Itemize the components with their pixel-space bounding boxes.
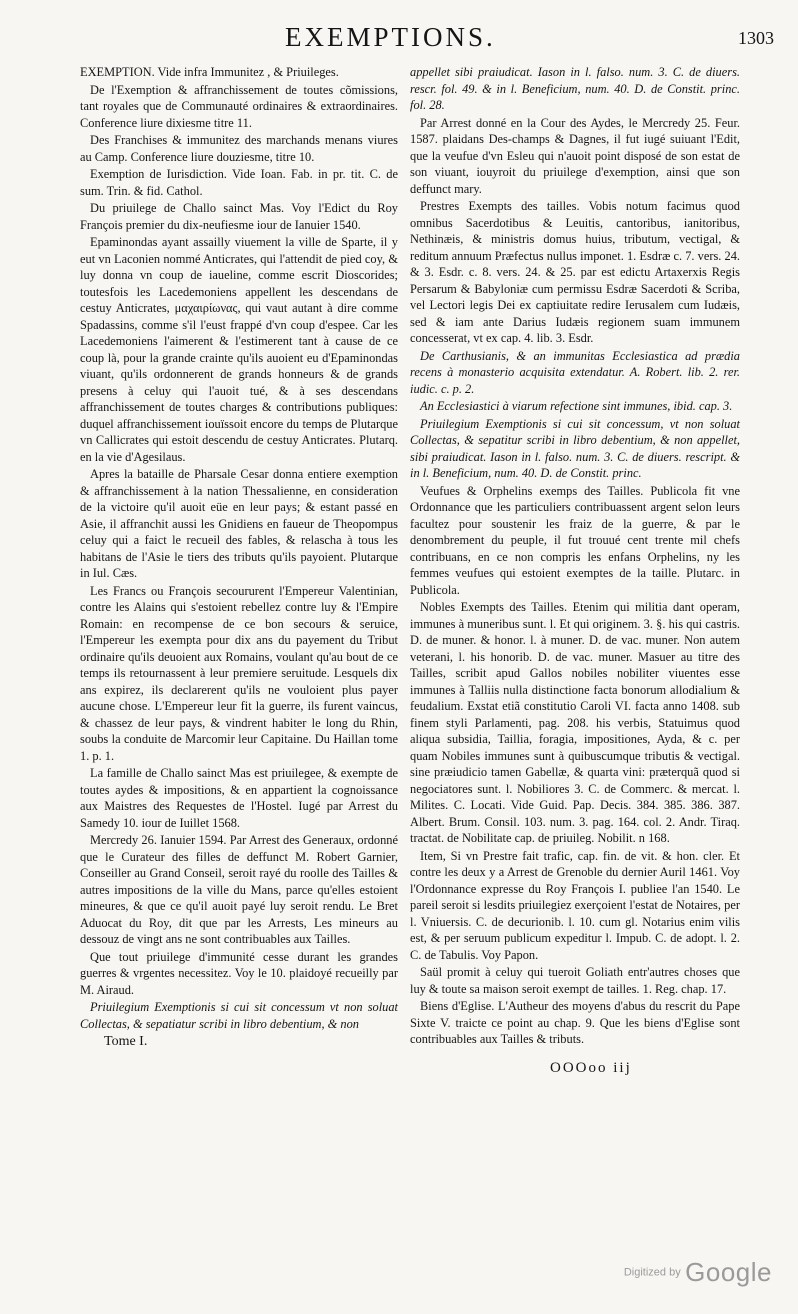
left-column — [80, 64, 398, 1051]
paragraph: De l'Exemption & affranchissement de toutes cõmissions, tant royales que de Communauté ordinaires & extraordinaires. Conference liure dixiesme titre 11. — [80, 82, 398, 130]
running-title: EXEMPTIONS. — [285, 22, 496, 52]
paragraph: Epaminondas ayant assailly viuement la ville de Sparte, il y eut vn Laconien nommé Anticrates, qui l'attendit de pied coy, & luy donna vn coup de iaueline, comme escrit Dioscorides; toutesfois les Lacedemoniens appellent les descendans de cestuy Anticrates, μαχαιρίωνας, qui vaut autant à dire comme Spadassins, comme s'il l'eust frappé d'vn coup d'espee. Car les Lacedemoniens l'aimerent & l'estimerent tant à cause de ce coup là, pour la grande crainte qu'ils auoient eu d'Epaminondas viuant, qu'ils ordonnerent de grands honneurs & de grands presens à celuy qui l'auoit tué, & à ses descendans affranchissement de toutes charges & contributions publiques: duquel affranchissement iouïssoit encore du temps de Plutarque vn Callicrates qui estoit descendu de cestuy Anticrates. Plutarq. en la vie d'Agesilaus. — [80, 235, 398, 464]
page-header — [80, 20, 778, 60]
paragraph: EXEMPTION. Vide infra Immunitez , & Priuileges. — [80, 65, 339, 79]
volume-marker: Tome I. — [104, 1034, 148, 1049]
paragraph: appellet sibi praiudicat. Iason in l. falso. num. 3. C. de diuers. rescr. fol. 49. & in l. Beneficium, num. 40. D. de Constit. princ. fol. 28. — [410, 65, 740, 112]
paragraph: De Carthusianis, & an immunitas Ecclesiastica ad prædia recens à monasterio acquisita extendatur. A. Robert. lib. 2. rer. iudic. c. p. 2. — [410, 348, 740, 396]
paragraph: Apres la bataille de Pharsale Cesar donna entiere exemption & affranchissement à la nation Thessalienne, en consideration de la victoire qu'il auoit eüe en leur pays; & estant passé en Asie, il affranchit aussi les Gnidiens en faueur de Theopompus celuy qui a faict le recueil des fables, & relascha à tous les habitans de l'Asie le tiers des tributs qu'ils payoient. Plutarque in Iul. Cæs. — [80, 467, 398, 580]
paragraph: Prestres Exempts des tailles. Vobis notum facimus quod omnibus Sacerdotibus & Leuitis, cantoribus, ianitoribus, Nethinæis, & ministris domus huius, tributum, vectigal, & reditum annuum Præfectus nullus imponet. 1. Esdræ c. 7. vers. 24. & 3. Esdr. c. 8. vers. 24. & 25. par est edictu Artaxerxis Regis Persarum & Babyloniæ cum permissu Esdræ Sacerdoti & Scriba, vel Lectori legis Dei ex captiuitate redire Ierusalem cum Iudæis, sed & iam ante Darius Iudæis regionem suam immunem concesserat, vt ex cap. 4. lib. 3. Esdr. — [410, 199, 740, 345]
paragraph: Mercredy 26. Ianuier 1594. Par Arrest des Generaux, ordonné que le Curateur des filles de deffunct M. Robert Garnier, Conseiller au Grand Conseil, seroit rayé du roolle des Tailles & autres impositions de la ville du Mans, parce qu'elles estoient mineures, & que ce qu'il auoit payé luy seroit rendu. Le Bret Aduocat du Roy, dit que par les Arrests, Les mineurs au dessouz de vingt ans ne sont contribuables aux Tailles. — [80, 833, 398, 946]
paragraph: Du priuilege de Challo sainct Mas. Voy l'Edict du Roy François premier du dix-neufiesme iour de Ianuier 1540. — [80, 201, 398, 232]
right-column — [410, 64, 740, 1076]
paragraph: Biens d'Eglise. L'Autheur des moyens d'abus du rescrit du Pape Sixte V. traicte ce point au chap. 9. Que les biens d'Eglise sont contribuables aux Tailles & tributs. — [410, 999, 740, 1046]
paragraph: La famille de Challo sainct Mas est priuilegee, & exempte de toutes aydes & impositions, & en appartient la cognoissance aux Maistres des Requestes de l'Hostel. Iugé par Arrest du Samedy 10. iour de Iuillet 1568. — [80, 766, 398, 830]
page-number: 1303 — [738, 28, 774, 48]
paragraph: Saül promit à celuy qui tueroit Goliath entr'autres choses que luy & toute sa maison seroit exempt de tailles. 1. Reg. chap. 17. — [410, 965, 740, 996]
paragraph: Priuilegium Exemptionis si cui sit concessum vt non soluat Collectas, & sepatiatur scribi in libro debentium, & non — [80, 1000, 398, 1031]
paragraph: Des Franchises & immunitez des marchands menans viures au Camp. Conference liure douziesme, titre 10. — [80, 133, 398, 164]
paragraph: Veufues & Orphelins exemps des Tailles. Publicola fit vne Ordonnance que les particuliers contribuassent argent selon leurs facultez pour soustenir les fraiz de la guerre, & par le denombrement du peuple, il fut trouué cent trente mil chefs contribuans, en ce non compris les enfans Orphelins, ny les femmes veufues qui estoient exemptes de la taille. Plutarc. in Publicola. — [410, 483, 740, 597]
signature-mark: OOOoo iij — [550, 1059, 632, 1076]
paragraph: Que tout priuilege d'immunité cesse durant les grandes guerres & vrgentes necessitez. Voy le 10. plaidoyé recueilly par M. Airaud. — [80, 949, 398, 997]
paragraph: Item, Si vn Prestre fait trafic, cap. fin. de vit. & hon. cler. Et contre les deux y a Arrest de Grenoble du dernier Auril 1461. Voy l'Ordonnance expresse du Roy François I. publiee l'an 1540. Le pareil seroit si lesdits priuilegiez exerçoient l'estat de Notaires, per l. Vniuersis. C. de decurionib. l. 10. cum gl. Notarius enim vilis est, & per seruum publicum expeditur l. Impub. C. de adopt. l. 2. C. de Tabulis. Voy Papon. — [410, 848, 740, 962]
paragraph: Priuilegium Exemptionis si cui sit concessum, vt non soluat Collectas, & sepatitur scribi in libro debentium, & non appellet, sibi praiudicat. Iason in l. falso. num. 3. C. de diuers. rescript. & in l. Beneficium, num. 40. D. de Constit. princ. — [410, 416, 740, 480]
watermark-prefix: Digitized by — [623, 1266, 681, 1279]
paragraph: Les Francs ou François secoururent l'Empereur Valentinian, contre les Alains qui s'estoient rebellez contre luy & l'Empire Romain: en recompense de ce bon secours & seruice, l'Empereur les exempta pour dix ans du payement du Tribut ordinaire qu'ils deuoient aux Romains, voulant qu'au bout de ce temps ils retournassent à leur premiere seruitude. Lesquels dix ans expirez, ils declarerent qu'ils ne vouloient plus payer aucune chose. L'Empereur leur fit la guerre, ils furent vaincus, & chassez de leur pays, & vindrent habiter le long du Rhin, soubs la conduite de Marcomir leur Capitaine. Du Haillan tome 1. p. 1. — [80, 583, 398, 763]
paragraph: Exemption de Iurisdiction. Vide Ioan. Fab. in pr. tit. C. de sum. Trin. & fid. Cathol. — [80, 167, 398, 198]
google-logo: Google — [685, 1257, 772, 1287]
digitized-watermark — [624, 1257, 772, 1288]
paragraph: Nobles Exempts des Tailles. Etenim qui militia dant operam, immunes à muneribus sunt. l. Et qui originem. 3. §. his qui castris. D. de muner. & honor. l. à muner. D. de vac. muner. Non autem veterani, l. his honorib. D. de vac. muner. Masuer au titre des Tailles, scribit apud Gallos nobiles nobiliter viuentes esse immunes à Talliis nulla distinctione facta bonorum allodialium & feudalium. Exstat etiã constitutio Caroli VI. facta anno 1408. sub finem styli Parlamenti, pag. 208. his verbis, Statuimus quod aliqua subsidia, Taillia, foragia, impositiones, Ayda, & c. per quam Nobiles immunes sunt à quibuscumque tributis & vectigal. sine præiudicio tamen Gabellæ, & quarta vini: præterquã quod si negociatores sunt. l. Nobiliores 3. C. de Commerc. & mercat. l. Milites. C. Locati. Vide Guid. Pap. Decis. 384. 385. 386. 387. Albert. Brum. Consil. 103. num. 3. pag. 164. col. 2. Andr. Tiraq. tractat. de Nobilitate cap. de priuileg. Nobilit. n 168. — [410, 600, 740, 845]
paragraph: An Ecclesiastici à viarum refectione sint immunes, ibid. cap. 3. — [420, 399, 733, 413]
paragraph: Par Arrest donné en la Cour des Aydes, le Mercredy 25. Feur. 1587. plaidans Des-champs & Dagnes, il fut iugé suiuant l'Edit, que la veufue d'vn Esleu qui n'auoit point disposé de son estat de son viuant, iouyroit du priuilege d'exemption, ainsi que son deffunct mary. — [410, 115, 740, 196]
